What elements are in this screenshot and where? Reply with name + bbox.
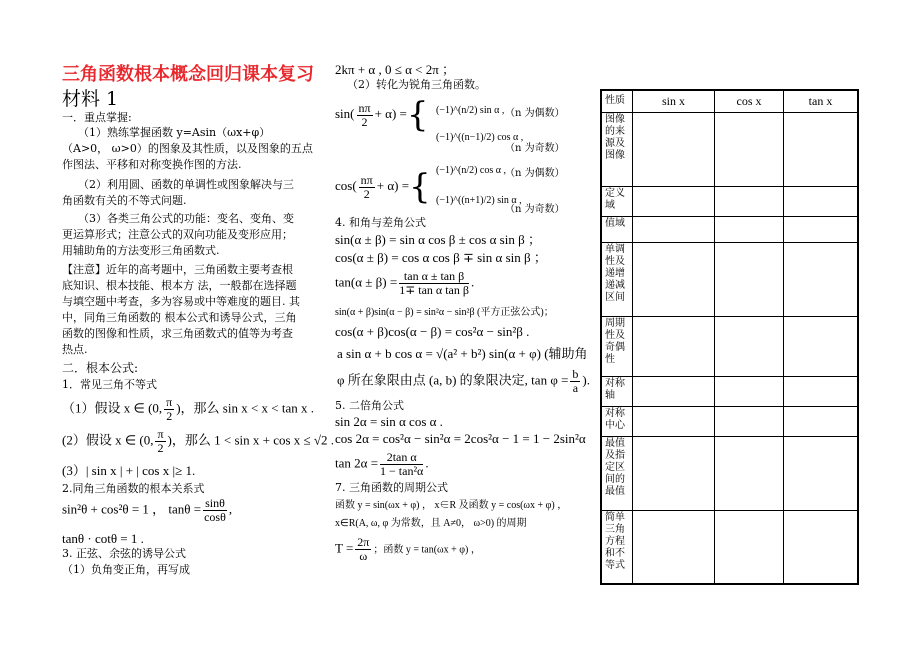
formula-1b: (2）假设 x ∈ (0, $\frac{\pi}{2}$ )，那么 1 < sin x + cos x ≤ √2 . <box>62 427 335 455</box>
subsection-heading: 3. 正弦、余弦的诱导公式 <box>62 547 186 560</box>
formula-tan-sum: tan(α ± β) = $\frac{\text{tan α ± tan β}}{\text{1∓ tan α tan β}}$ . <box>335 269 475 297</box>
formula-period: T = $\frac{2\pi}{\omega}$ ；函数 y = tan(ωx + φ) ， <box>335 535 481 563</box>
cos-induction-formula: cos( $\frac{n\pi}{2}$ + α) ={ <box>335 167 431 207</box>
case-note: （n 为奇数） <box>505 143 565 154</box>
case-line: (−1)^((n+1)/2) sin α , <box>436 195 522 206</box>
paragraph-line: （2）利用圆、函数的单调性或图象解决与三 <box>78 178 294 191</box>
case-note: （n 为奇数） <box>505 204 565 215</box>
table-header: cos x <box>715 90 784 112</box>
subsection-heading: 4. 和角与差角公式 <box>335 216 426 229</box>
formula-line: a sin α + b cos α = √(a² + b²) sin(α + φ) (辅助角 <box>337 346 588 361</box>
section-heading-1: 一．重点掌握: <box>62 111 132 124</box>
table-row-label: 对称中心 <box>601 406 633 436</box>
subsection-heading: 7. 三角函数的周期公式 <box>335 481 448 494</box>
subsection-heading: 5. 二倍角公式 <box>335 399 404 412</box>
table-header: 性质 <box>601 90 633 112</box>
paragraph-line: 更运算形式；注意公式的双向功能及变形应用； <box>62 228 293 241</box>
formula-line: sin(α + β)sin(α − β) = sin²α − sin²β (平方正弦公式)； <box>335 307 554 318</box>
note-line: 与填空题中考查，多为容易或中等难度的题目. 其 <box>62 295 300 308</box>
paragraph-line: （1）负角变正角，再写成 <box>62 563 190 576</box>
formula-line: cos(α + β)cos(α − β) = cos²α − sin²β . <box>335 324 530 339</box>
note-line: 热点. <box>62 343 88 356</box>
note-line: 函数的图像和性质，求三角函数式的值等为考查 <box>62 327 293 340</box>
paragraph-line: （1）熟练掌握函数 y=Asin（ωx+φ） <box>78 126 271 139</box>
formula-1a: （1）假设 x ∈ (0, $\frac{\pi}{2}$ )，那么 sin x < x < tan x . <box>62 395 315 423</box>
subsection-heading: 2.同角三角函数的根本关系式 <box>62 482 205 495</box>
note-line: 中，同角三角函数的 根本公式和诱导公式，三角 <box>62 311 297 324</box>
note-line: 【注意】近年的高考题中，三角函数主要考查根 <box>62 263 293 276</box>
case-line: (−1)^(n/2) sin α , <box>436 105 505 116</box>
paragraph-line: 作图法、平移和对称变换作图的方法. <box>62 158 242 171</box>
formula-2a: sin²θ + cos²θ = 1 ， tanθ = $\frac{\sin\theta}{\cos\theta}$ , <box>62 496 233 524</box>
formula-line: sin(α ± β) = sin α cos β ± cos α sin β ； <box>335 232 541 247</box>
sin-induction-formula: sin( $\frac{n\pi}{2}$ + α) ={ <box>335 95 429 135</box>
page-subtitle: 材料 1 <box>62 88 119 110</box>
formula-line: sin 2α = sin α cos α . <box>335 414 443 429</box>
paragraph-line: 用辅助角的方法变形三角函数式. <box>62 244 220 257</box>
table-row-label: 最值及指定区间的最值 <box>601 436 633 510</box>
case-line: (−1)^(n/2) cos α , <box>436 165 506 176</box>
paragraph-line: （2）转化为锐角三角函数。 <box>347 78 486 91</box>
formula-2b: tanθ · cotθ = 1 . <box>62 531 144 546</box>
formula-line: cos 2α = cos²α − sin²α = 2cos²α − 1 = 1 − 2sin²α <box>335 431 586 446</box>
table-row-label: 值域 <box>601 216 633 242</box>
case-note: （n 为偶数） <box>505 168 565 179</box>
table-row-label: 周期性及奇偶性 <box>601 316 633 376</box>
section-heading-2: 二．根本公式: <box>62 361 139 375</box>
table-row-label: 图像的来源及图像 <box>601 112 633 186</box>
case-line: (−1)^((n−1)/2) cos α , <box>436 132 524 143</box>
case-note: （n 为偶数） <box>505 108 565 119</box>
table-row-label: 定义域 <box>601 186 633 216</box>
note-line: 底知识、根本技能、根本方 法，一般都在选择题 <box>62 279 297 292</box>
table-header: tan x <box>784 90 859 112</box>
table-row-label: 对称轴 <box>601 376 633 406</box>
paragraph-line: （A>0， ω>0）的图象及其性质，以及图象的五点 <box>62 142 313 155</box>
formula-line: cos(α ± β) = cos α cos β ∓ sin α sin β ； <box>335 250 547 265</box>
table-row-label: 单调性及递增递减区间 <box>601 242 633 316</box>
formula-tan-double: tan 2α = $\frac{\text{2tan α}}{\text{1 − tan²α}}$ . <box>335 450 429 478</box>
page-title: 三角函数根本概念回归课本复习 <box>62 64 314 85</box>
subsection-heading: 1．常见三角不等式 <box>62 378 157 391</box>
table-row-label: 简单三角方程和不等式 <box>601 510 633 584</box>
formula-line: x∈R(A, ω, φ 为常数，且 A≠0， ω>0) 的周期 <box>335 518 527 529</box>
paragraph-line: （3）各类三角公式的功能：变名、变角、变 <box>78 212 294 225</box>
formula-line: 函数 y = sin(ωx + φ) ， x∈R 及函数 y = cos(ωx + φ) ， <box>335 500 568 511</box>
formula-aux-angle: φ 所在象限由点 (a, b) 的象限决定, tan φ = $\frac{b}{a}$ ). <box>337 367 590 395</box>
formula-line: 2kπ + α , 0 ≤ α < 2π ； <box>335 62 456 77</box>
table-header: sin x <box>633 90 715 112</box>
property-table <box>600 89 859 585</box>
formula-1c: (3）| sin x | + | cos x |≥ 1. <box>62 463 196 478</box>
paragraph-line: 角函数有关的不等式问题. <box>62 194 187 207</box>
